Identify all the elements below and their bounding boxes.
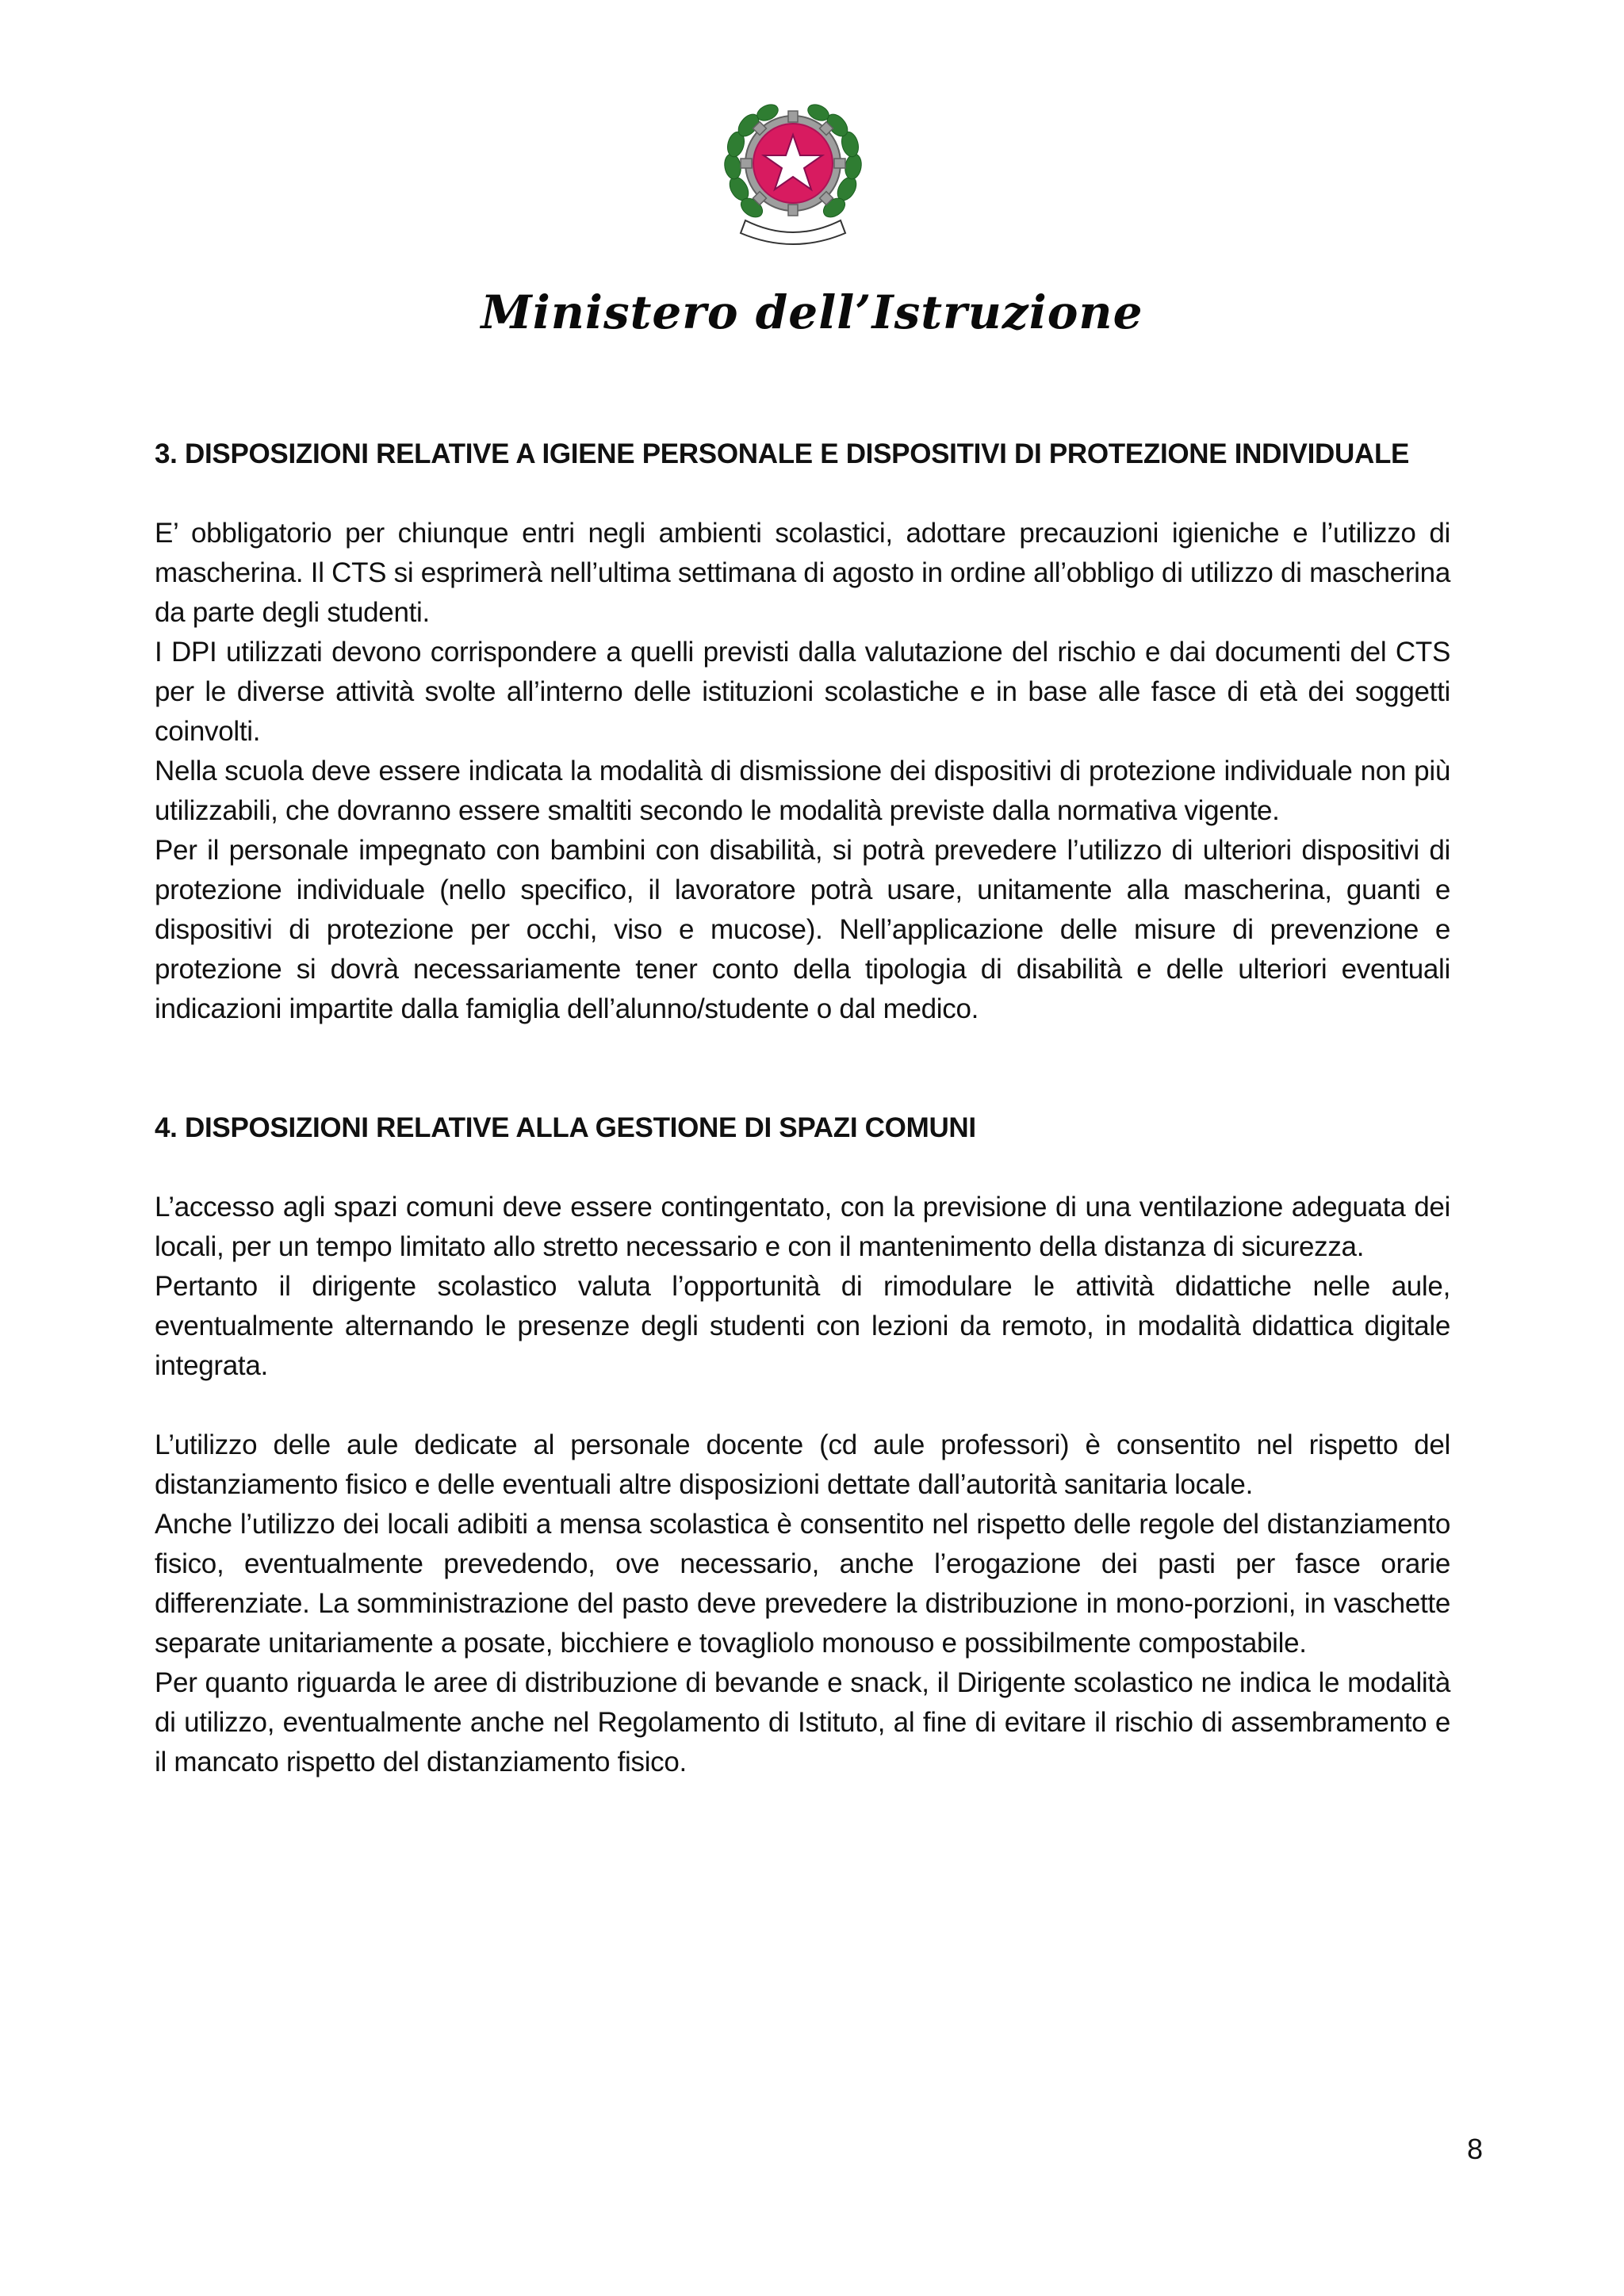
section-3: [155, 434, 1450, 1029]
section-3-paragraph: Nella scuola deve essere indicata la modalità di dismissione dei dispositivi di protezione individuale non più utilizzabili, che dovranno essere smaltiti secondo le modalità previste dalla normativa vigente.: [155, 756, 1450, 826]
document-body: [155, 434, 1450, 1782]
republic-emblem-icon: [714, 94, 872, 252]
section-4-paragraph: Per quanto riguarda le aree di distribuzione di bevande e snack, il Dirigente scolastico ne indica le modalità di utilizzo, eventualmente anche nel Regolamento di Istituto, al fine di evitare il rischio di assembramento e il mancato rispetto del distanziamento fisico.: [155, 1667, 1450, 1777]
section-4-paragraph: Anche l’utilizzo dei locali adibiti a mensa scolastica è consentito nel rispetto delle regole del distanziamento fisico, eventualmente prevedendo, ove necessario, anche l’erogazione dei pasti per fasce orarie differenziate. La somministrazione del pasto deve prevedere la distribuzione in mono-porzioni, in vaschette separate unitariamente a posate, bicchiere e tovagliolo monouso e possibilmente compostabile.: [155, 1509, 1450, 1659]
section-3-paragraph: I DPI utilizzati devono corrispondere a quelli previsti dalla valutazione del rischio e dai documenti del CTS per le diverse attività svolte all’interno delle istituzioni scolastiche e in base alle fasce di età dei soggetti coinvolti.: [155, 637, 1450, 747]
section-3-paragraph: E’ obbligatorio per chiunque entri negli ambienti scolastici, adottare precauzioni igieniche e l’utilizzo di mascherina. Il CTS si esprimerà nell’ultima settimana di agosto in ordine all’obbligo di utilizzo di mascherina da parte degli studenti.: [155, 518, 1450, 628]
section-3-title: 3. DISPOSIZIONI RELATIVE A IGIENE PERSONALE E DISPOSITIVI DI PROTEZIONE INDIVIDUALE: [155, 438, 1410, 469]
section-4-paragraph: L’accesso agli spazi comuni deve essere contingentato, con la previsione di una ventilazione adeguata dei locali, per un tempo limitato allo stretto necessario e con il mantenimento della distanza di sicurezza.: [155, 1192, 1450, 1262]
page-number: 8: [1467, 2133, 1484, 2165]
section-4-title: 4. DISPOSIZIONI RELATIVE ALLA GESTIONE DI SPAZI COMUNI: [155, 1112, 976, 1143]
section-4-paragraph: Pertanto il dirigente scolastico valuta l’opportunità di rimodulare le attività didattiche nelle aule, eventualmente alternando le presenze degli studenti con lezioni da remoto, in modalità didattica digitale integrata.: [155, 1271, 1450, 1381]
ribbon-icon: [741, 220, 845, 244]
ministry-title: Ministero dell’Istruzione: [481, 285, 1143, 339]
section-4-paragraph: L’utilizzo delle aule dedicate al personale docente (cd aule professori) è consentito nel rispetto del distanziamento fisico e delle eventuali altre disposizioni dettate dall’autorità sanitaria locale.: [155, 1429, 1450, 1500]
section-4: [155, 1108, 1450, 1782]
section-3-paragraph: Per il personale impegnato con bambini con disabilità, si potrà prevedere l’utilizzo di ulteriori dispositivi di protezione individuale (nello specifico, il lavoratore potrà usare, unitamente alla mascherina, guanti e dispositivi di protezione per occhi, viso e mucose). Nell’applicazione delle misure di prevenzione e protezione si dovrà necessariamente tener conto della tipologia di disabilità e delle ulteriori eventuali indicazioni impartite dalla famiglia dell’alunno/studente o dal medico.: [155, 835, 1450, 1024]
